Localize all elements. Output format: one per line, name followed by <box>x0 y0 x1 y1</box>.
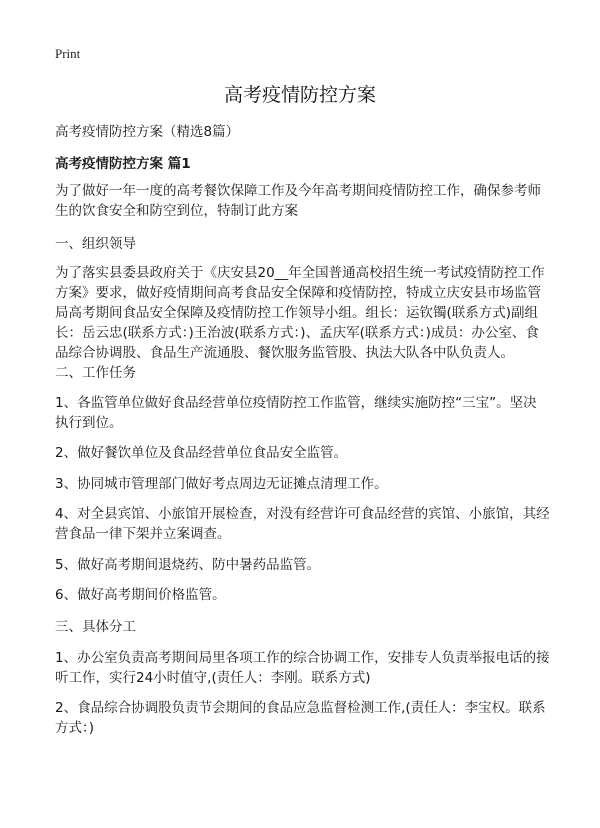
heading-tasks: 二、工作任务 <box>55 365 136 381</box>
heading-organization: 一、组织领导 <box>55 236 136 252</box>
task-item-5: 5、做好高考期间退烧药、防中暑药品监管。 <box>55 557 321 573</box>
document-title: 高考疫情防控方案 <box>223 84 376 106</box>
division-item-2: 2、食品综合协调股负责节会期间的食品应急监督检测工作,(责任人：李宝权。联系方式：) <box>55 700 546 736</box>
task-item-6: 6、做好高考期间价格监管。 <box>55 587 226 603</box>
heading-division: 三、具体分工 <box>55 619 136 635</box>
task-item-4: 4、对全县宾馆、小旅馆开展检查，对没有经营许可食品经营的宾馆、小旅馆，其经营食品一律下架并立案调查。 <box>55 506 550 542</box>
division-item-1: 1、办公室负责高考期间局里各项工作的综合协调工作，安排专人负责举报电话的接听工作，实行24小时值守,(责任人：李刚。联系方式) <box>55 650 550 686</box>
document-subtitle: 高考疫情防控方案（精选8篇） <box>55 124 240 140</box>
task-item-2: 2、做好餐饮单位及食品经营单位食品安全监管。 <box>55 445 348 461</box>
section-heading: 高考疫情防控方案 篇1 <box>55 156 191 172</box>
organization-paragraph: 为了落实县委县政府关于《庆安县20__年全国普通高校招生统一考试疫情防控工作方案》要求，做好疫情期间高考食品安全保障和疫情防控，特成立庆安县市场监管局高考期间食品安全保障及疫情防控工作领导小组。组长：运钦镯(联系方式)副组长：岳云忠(联系方式：)王治波(联系方式：)、孟庆军(联系方式：)成员：办公室、食品综合协调股、食品生产流通股、餐饮服务监管股、执法大队各中队负责人。 <box>55 265 545 361</box>
task-item-3: 3、协同城市管理部门做好考点周边无证摊点清理工作。 <box>55 476 388 492</box>
task-item-1: 1、各监管单位做好食品经营单位疫情防控工作监管，继续实施防控“三宝”。坚决执行到位。 <box>55 395 537 431</box>
intro-paragraph: 为了做好一年一度的高考餐饮保障工作及今年高考期间疫情防控工作，确保参考师生的饮食安全和防空到位，特制订此方案 <box>55 183 541 219</box>
print-link[interactable]: Print <box>55 46 81 61</box>
